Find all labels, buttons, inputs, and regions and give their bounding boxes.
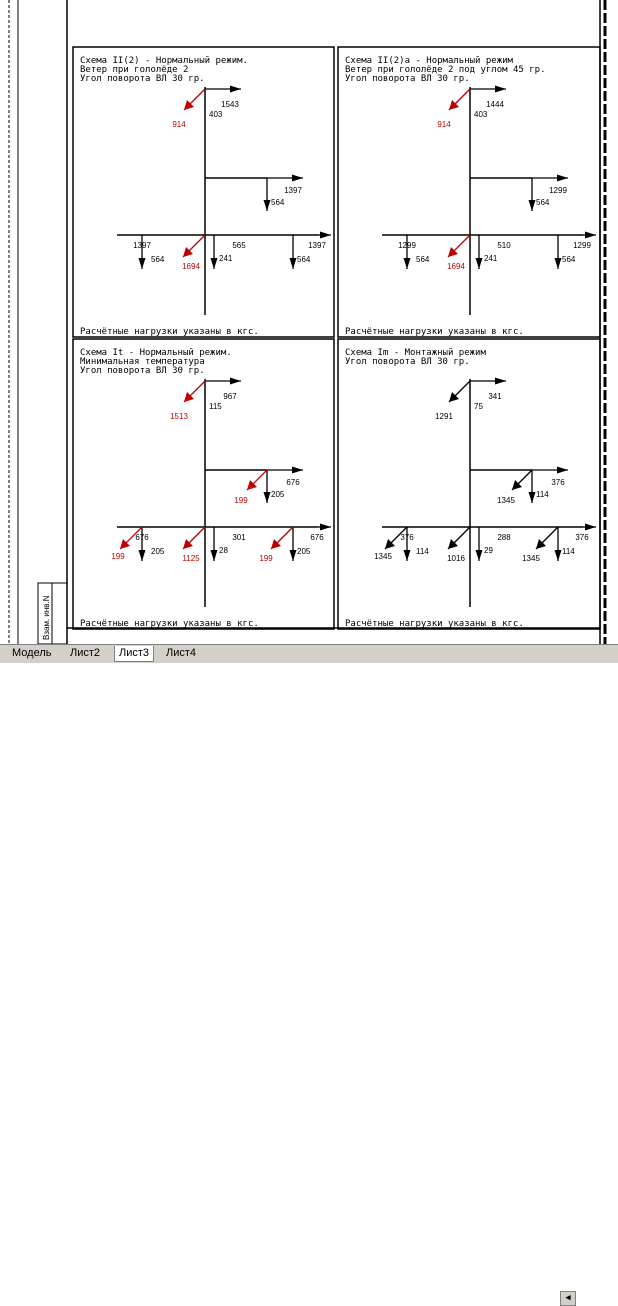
load-label-top-diagonal: 1513	[170, 412, 188, 421]
scheme-title-line-3: Угол поворота ВЛ 30 гр.	[345, 74, 470, 84]
load-label-b3-diagonal: 1345	[522, 554, 540, 563]
load-label-b1-horizontal: 1299	[398, 241, 416, 250]
load-label-middle-horizontal: 676	[286, 478, 300, 487]
loads-unit-note: Расчётные нагрузки указаны в кгс.	[345, 327, 524, 337]
load-label-b3-horizontal: 376	[575, 533, 589, 542]
stamp-label: Взам. инв.N	[42, 595, 51, 640]
scheme-title-line-2: Минимальная температура	[80, 357, 205, 367]
load-label-b1-horizontal: 376	[400, 533, 414, 542]
load-label-b1-vertical: 564	[416, 255, 430, 264]
tab-sheet2[interactable]: Лист2	[70, 647, 101, 659]
tab-sheet4[interactable]: Лист4	[166, 647, 197, 659]
layout-tab-bar	[0, 644, 618, 1303]
load-label-b2-vertical: 28	[219, 546, 228, 555]
load-label-middle-vertical: 205	[271, 490, 285, 499]
load-label-top-vertical: 403	[209, 110, 223, 119]
drawing-canvas[interactable]	[0, 0, 618, 644]
load-label-b2-diagonal: 1694	[447, 262, 465, 271]
load-label-top-vertical: 75	[474, 402, 483, 411]
load-label-b2-horizontal: 510	[497, 241, 511, 250]
scheme-title-line-3: Угол поворота ВЛ 30 гр.	[80, 366, 205, 376]
load-label-b1-horizontal: 676	[135, 533, 149, 542]
load-label-middle-vertical: 114	[536, 490, 549, 499]
load-label-b1-diagonal: 199	[111, 552, 125, 561]
load-label-middle-diagonal: 199	[234, 496, 248, 505]
load-label-b3-vertical: 205	[297, 547, 311, 556]
load-label-b3-diagonal: 199	[259, 554, 273, 563]
scheme-title-line-1: Схема II(2) - Нормальный режим.	[80, 56, 248, 66]
load-label-b2-diagonal: 1694	[182, 262, 200, 271]
load-label-top-horizontal: 1444	[486, 100, 504, 109]
loads-unit-note: Расчётные нагрузки указаны в кгс.	[80, 619, 259, 629]
load-label-middle-horizontal: 1397	[284, 186, 302, 195]
load-label-b1-horizontal: 1397	[133, 241, 151, 250]
scroll-left-button[interactable]: ◀	[560, 1291, 576, 1306]
load-label-b1-diagonal: 1345	[374, 552, 392, 561]
load-label-b1-vertical: 205	[151, 547, 165, 556]
loads-unit-note: Расчётные нагрузки указаны в кгс.	[345, 619, 524, 629]
tab-sheet3[interactable]: Лист3	[114, 646, 154, 662]
load-label-b3-vertical: 114	[562, 547, 575, 556]
load-label-b2-horizontal: 565	[232, 241, 246, 250]
scheme-title-line-1: Схема Im - Монтажный режим	[345, 348, 486, 358]
tab-model[interactable]: Модель	[12, 647, 52, 659]
load-label-b3-vertical: 564	[562, 255, 576, 264]
scheme-title-line-3: Угол поворота ВЛ 30 гр.	[80, 74, 205, 84]
scheme-title-line-2: Ветер при гололёде 2	[80, 65, 189, 75]
load-label-b3-horizontal: 1397	[308, 241, 326, 250]
load-label-b3-horizontal: 1299	[573, 241, 591, 250]
loads-unit-note: Расчётные нагрузки указаны в кгс.	[80, 327, 259, 337]
scheme-title-line-1: Схема II(2)а - Нормальный режим	[345, 56, 513, 66]
load-label-middle-horizontal: 376	[551, 478, 565, 487]
load-label-b1-vertical: 114	[416, 547, 429, 556]
load-label-b2-horizontal: 288	[497, 533, 511, 542]
load-label-b2-vertical: 241	[219, 254, 233, 263]
load-label-b2-vertical: 241	[484, 254, 498, 263]
load-label-middle-vertical: 564	[271, 198, 285, 207]
load-label-b2-horizontal: 301	[232, 533, 246, 542]
load-label-middle-diagonal: 1345	[497, 496, 515, 505]
load-label-b2-diagonal: 1016	[447, 554, 465, 563]
load-label-top-horizontal: 341	[488, 392, 502, 401]
load-label-middle-horizontal: 1299	[549, 186, 567, 195]
load-label-b2-diagonal: 1125	[182, 554, 200, 563]
load-label-top-horizontal: 1543	[221, 100, 239, 109]
scheme-title-line-1: Схема It - Нормальный режим.	[80, 348, 232, 358]
load-label-b3-horizontal: 676	[310, 533, 324, 542]
load-label-top-diagonal: 914	[437, 120, 451, 129]
scheme-title-line-2: Ветер при гололёде 2 под углом 45 гр.	[345, 65, 546, 75]
load-label-b1-vertical: 564	[151, 255, 165, 264]
scheme-title-line-2: Угол поворота ВЛ 30 гр.	[345, 357, 470, 367]
load-label-top-vertical: 115	[209, 402, 222, 411]
load-label-top-diagonal: 914	[172, 120, 186, 129]
load-label-top-diagonal: 1291	[435, 412, 453, 421]
load-label-middle-vertical: 564	[536, 198, 550, 207]
load-label-top-vertical: 403	[474, 110, 488, 119]
load-label-b2-vertical: 29	[484, 546, 493, 555]
load-label-top-horizontal: 967	[223, 392, 237, 401]
load-label-b3-vertical: 564	[297, 255, 311, 264]
